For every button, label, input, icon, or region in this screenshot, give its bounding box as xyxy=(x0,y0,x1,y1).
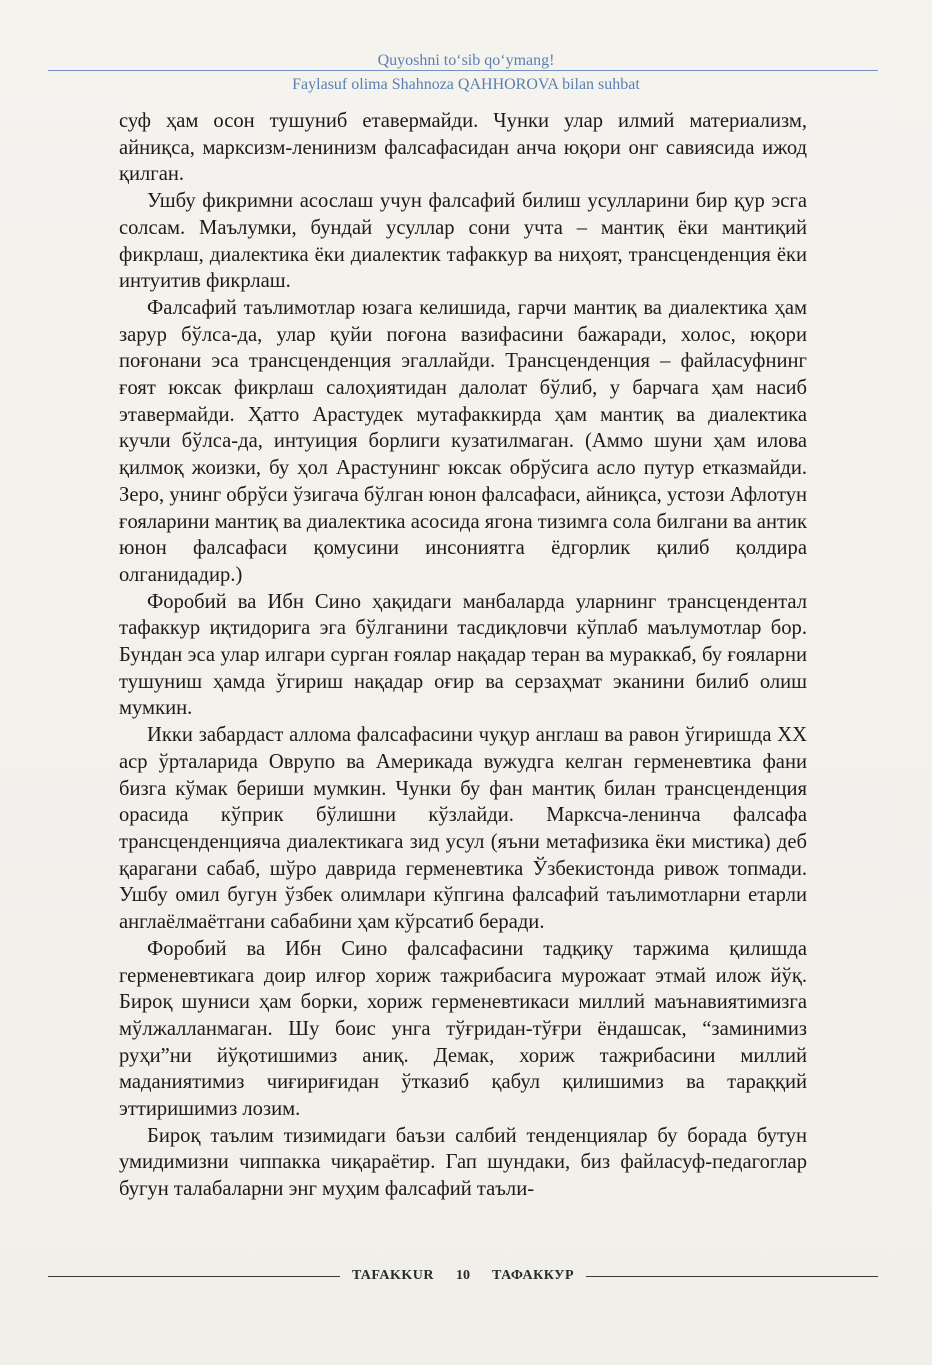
page-number: 10 xyxy=(456,1268,471,1283)
footer-rule-left xyxy=(48,1276,340,1277)
paragraph: Икки забардаст аллома фалсафасини чуқур англаш ва равон ўгиришда XX аср ўрталарида Оврупо ва Америкада вужудга келган герменевтика фани бизга кўмак бериши мумкин. Чунки бу фан мантиқ билан трансценденция орасида кўприк бўлишни кўзлайди. Марксча-ленинча фалсафа трансценденцияча диалектикага зид усул (яъни метафизика ёки мистика) деб қарагани сабаб, шўро даврида герменевтика Ўзбекистонда ривож топмади. Ушбу омил бугун ўзбек олимлари кўпгина фалсафий таълимотларни етарли англаёлмаётгани сабабини ҳам кўрсатиб беради. xyxy=(119,724,807,934)
section-title: Quyoshni to‘sib qo‘ymang! xyxy=(377,52,555,69)
running-header xyxy=(0,52,932,93)
interview-subtitle: Faylasuf olima Shahnoza QAHHOROVA bilan suhbat xyxy=(292,76,640,93)
paragraph: Бироқ таълим тизимидаги баъзи салбий тенденциялар бу борада бутун умидимизни чиппакка чиқараётир. Гап шундаки, биз файласуф-педагоглар бугун талабаларни энг муҳим фалсафий таъли- xyxy=(119,1124,807,1201)
article-body xyxy=(119,108,807,1203)
footer-rule-right xyxy=(586,1276,878,1277)
page-footer xyxy=(48,1266,878,1286)
paragraph: Форобий ва Ибн Сино ҳақидаги манбаларда уларнинг трансцендентал тафаккур иқтидорига эга бўлганини тасдиқловчи кўплаб маълумотлар бор. Бундан эса улар илгари сурган ғоялар нақадар теран ва мураккаб, бу ғояларни тушуниш ҳамда ўгириш нақадар оғир ва серзаҳмат эканини билиб олиш мумкин. xyxy=(119,590,807,720)
header-rule xyxy=(48,70,878,71)
paragraph: Форобий ва Ибн Сино фалсафасини тадқиқу таржима қилишда герменевтикага доир илғор хориж тажрибасига мурожаат этмай илож йўқ. Бироқ шуниси ҳам борки, хориж герменевтикаси миллий маънавиятимизга мўлжалланмаган. Шу боис унга тўғридан-тўғри ёндашсак, “заминимиз руҳи”ни йўқотишимиз аниқ. Демак, хориж тажрибасини миллий маданиятимиз чиғириғидан ўтказиб қабул қилишимиз ва тараққий эттиришимиз лозим. xyxy=(119,937,807,1121)
paragraph: Фалсафий таълимотлар юзага келишида, гарчи мантиқ ва диалектика ҳам зарур бўлса-да, улар қуйи поғона вазифасини бажаради, холос, юқори поғонани эса трансценденция эгаллайди. Трансценденция – файласуфнинг ғоят юксак фикрлаш салоҳиятидан далолат бўлиб, у барчага ҳам насиб этавермайди. Ҳатто Арастудек мутафаккирда ҳам мантиқ ва диалектика кучли бўлса-да, интуиция борлиги кузатилмаган. (Аммо шуни ҳам илова қилмоқ жоизки, бу ҳол Арастунинг юксак обрўсига асло путур етказмайди. Зеро, унинг обрўси ўзигача бўлган юнон фалсафаси, айниқса, устози Афлотун ғояларини мантиқ ва диалектика асосида ягона тизимга сола билгани ва антик юнон фалсафаси қомусини инсониятга ёдгорлик қилиб қолдира олганидадир.) xyxy=(119,296,808,586)
journal-name-cyrillic: ТАФАККУР xyxy=(492,1268,575,1283)
paragraph: Ушбу фикримни асослаш учун фалсафий билиш усулларини бир қур эсга солсам. Маълумки, бундай усуллар сони учта – мантиқ ёки мантиқий фикрлаш, диалектика ёки диалектик тафаккур ва ниҳоят, трансценденция ёки интуитив фикрлаш. xyxy=(119,190,807,293)
paragraph-continued: суф ҳам осон тушуниб етавермайди. Чунки улар илмий материализм, айниқса, марксизм-ленинизм фалсафасидан анча юқори онг савиясида ижод қилган. xyxy=(119,110,807,186)
journal-name-latin: TAFAKKUR xyxy=(351,1268,435,1283)
